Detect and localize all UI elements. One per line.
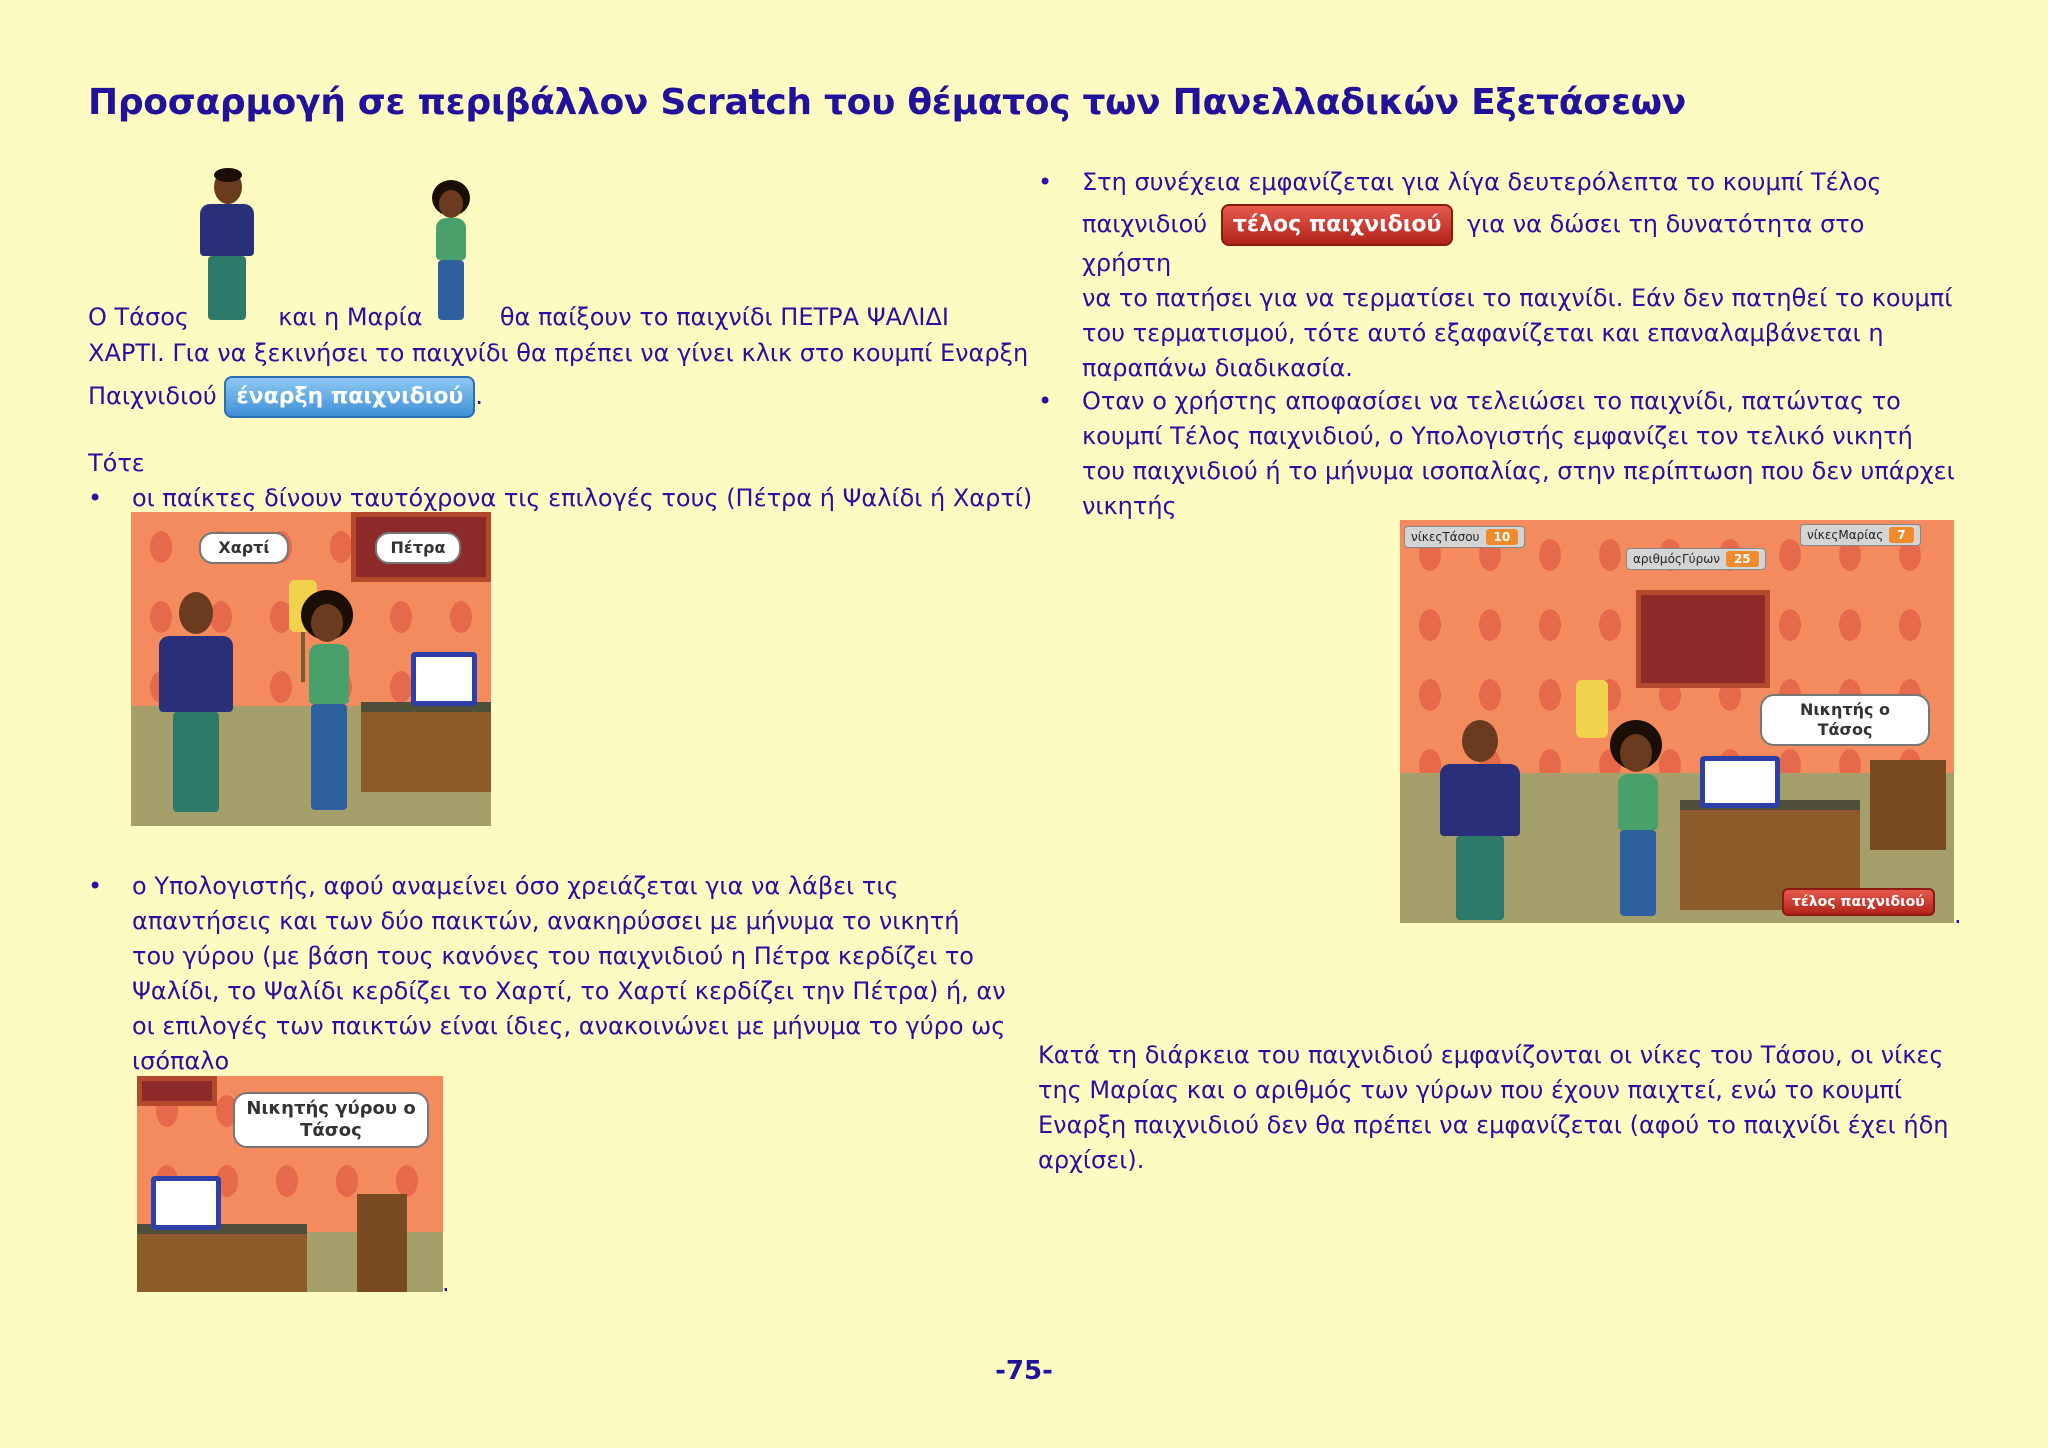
maria-figure xyxy=(291,590,371,820)
bullet-4 xyxy=(1038,384,1958,528)
start-game-button[interactable]: έναρξη παιχνιδιού xyxy=(224,376,475,418)
counter-maria-wins xyxy=(1800,524,1921,546)
counter-rounds-value: 25 xyxy=(1726,551,1759,567)
intro-line-1 xyxy=(88,300,1048,335)
scene-round-winner xyxy=(137,1076,443,1292)
intro-dot: . xyxy=(475,382,483,410)
speech-bubble-final: Νικητής ο Τάσος xyxy=(1760,694,1930,746)
bullet-symbol: • xyxy=(1038,168,1053,196)
bullet-3 xyxy=(1038,165,1958,382)
scene-final-winner xyxy=(1400,520,1954,923)
counter-rounds-label: αριθμόςΓύρων xyxy=(1633,552,1720,566)
speech-bubble-round: Νικητής γύρου ο Τάσος xyxy=(233,1092,429,1148)
bullet-3-line-2: για να δώσει τη δυνατότητα στο χρήστη xyxy=(1082,210,1865,277)
speech-bubble-tasos: Χαρτί xyxy=(199,532,289,564)
speech-bubble-maria: Πέτρα xyxy=(375,532,461,564)
scene3-dot: . xyxy=(1954,901,1962,929)
bullet-1-text: οι παίκτες δίνουν ταυτόχρονα τις επιλογές τους (Πέτρα ή Ψαλίδι ή Χαρτί) xyxy=(132,484,1033,512)
bullet-symbol: • xyxy=(88,872,103,900)
intro-line-2: ΧΑΡΤΙ. Για να ξεκινήσει το παιχνίδι θα πρέπει να γίνει κλικ στο κουμπί Εναρξη xyxy=(88,339,1029,367)
tasos-figure xyxy=(151,592,241,822)
counter-tasos-value: 10 xyxy=(1486,529,1519,545)
tasos-figure-final xyxy=(1430,720,1530,920)
intro-game-word: Παιχνιδιού xyxy=(88,382,217,410)
bullet-3-rest: να το πατήσει για να τερματίσει το παιχνίδι. Εάν δεν πατηθεί το κουμπί του τερματισμού, τότε αυτό εξαφανίζεται και επαναλαμβάνεται η παραπάνω διαδικασία. xyxy=(1082,284,1953,382)
bullet-2-text: ο Υπολογιστής, αφού αναμείνει όσο χρειάζεται για να λάβει τις απαντήσεις και των δύο παικτών, ανακηρύσσει με μήνυμα το νικητή του γύρου (με βάση τους κανόνες του παιχνιδιού η Πέτρα κερδίζει το Ψαλίδι, το Ψαλίδι κερδίζει το Χαρτί, το Χαρτί κερδίζει την Πέτρα) ή, αν οι επιλογές των παικτών είναι ίδιες, ανακοινώνει με μήνυμα το γύρο ως ισόπαλο xyxy=(132,872,1006,1075)
page-title: Προσαρμογή σε περιβάλλον Scratch του θέματος των Πανελλαδικών Εξετάσεων xyxy=(88,82,1686,123)
tote-label: Τότε xyxy=(88,449,145,477)
end-game-button[interactable]: τέλος παιχνιδιού xyxy=(1221,204,1454,246)
bullet-2 xyxy=(88,869,1008,1083)
intro-game: θα παίξουν το παιχνίδι ΠΕΤΡΑ ΨΑΛΙΔΙ xyxy=(499,303,949,331)
scene-choices xyxy=(131,512,491,826)
end-game-button-scene[interactable]: τέλος παιχνιδιού xyxy=(1782,888,1935,916)
counter-rounds xyxy=(1626,548,1766,570)
bullet-3-line-1: Στη συνέχεια εμφανίζεται για λίγα δευτερόλεπτα το κουμπί Τέλος xyxy=(1082,168,1882,196)
scene2-dot: . xyxy=(442,1269,450,1297)
intro-line-3 xyxy=(88,376,1048,418)
intro-tasos: Ο Τάσος xyxy=(88,303,189,331)
bullet-symbol: • xyxy=(1038,387,1053,415)
bullet-symbol: • xyxy=(88,484,103,512)
bullet-4-text: Οταν ο χρήστης αποφασίσει να τελειώσει το παιχνίδι, πατώντας το κουμπί Τέλος παιχνιδιού, ο Υπολογιστής εμφανίζει τον τελικό νικητή του παιχνιδιού ή το μήνυμα ισοπαλίας, στην περίπτωση που δεν υπάρχει νικητής xyxy=(1082,387,1955,520)
counter-maria-label: νίκεςΜαρίας xyxy=(1807,528,1884,542)
closing-paragraph: Κατά τη διάρκεια του παιχνιδιού εμφανίζονται οι νίκες του Τάσου, οι νίκες της Μαρίας και ο αριθμός των γύρων που έχουν παιχτεί, ενώ το κουμπί Εναρξη παιχνιδιού δεν θα πρέπει να εμφανίζεται (αφού το παιχνίδι έχει ήδη αρχίσει). xyxy=(1038,1041,1949,1174)
intro-maria: και η Μαρία xyxy=(278,303,423,331)
page-number: -75- xyxy=(995,1356,1053,1386)
bullet-3-game-word: παιχνιδιού xyxy=(1082,210,1208,238)
counter-tasos-wins xyxy=(1404,526,1525,548)
maria-figure-final xyxy=(1600,720,1680,920)
counter-maria-value: 7 xyxy=(1889,527,1913,543)
bullet-1 xyxy=(88,481,1048,516)
counter-tasos-label: νίκεςΤάσου xyxy=(1411,530,1480,544)
